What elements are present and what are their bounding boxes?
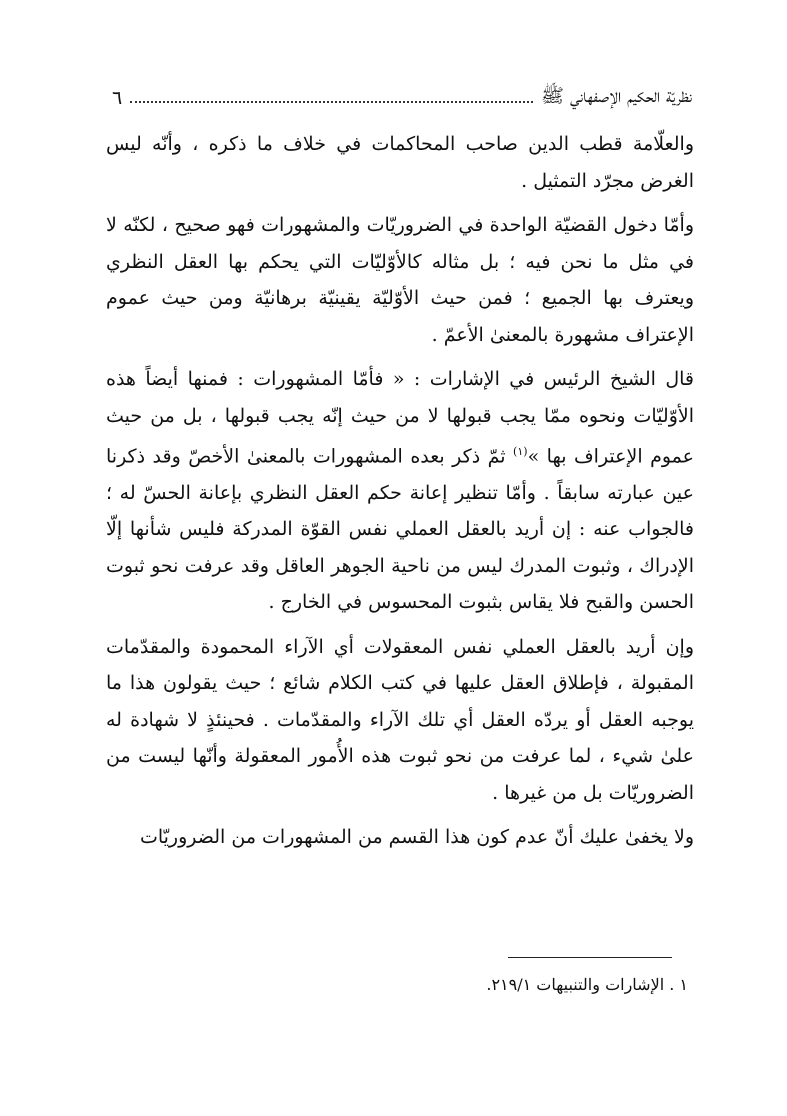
leader-dots xyxy=(130,101,533,103)
footnote: ١ . الإشارات والتنبيهات ٢١٩/١. xyxy=(486,975,688,994)
paragraph: وإن أريد بالعقل العملي نفس المعقولات أي الآراء المحمودة والمقدّمات المقبولة ، فإطلاق العقل عليها في كتب الكلام شائع ؛ حيث يقولون هذا ما يوجبه العقل أو يردّه العقل أي تلك الآراء والمقدّمات . فحينئذٍ لا شهادة له علىٰ شيء ، لما عرفت من نحو ثبوت هذه الأُمور المعقولة وأنّها ليست من الضروريّات بل من غيرها . xyxy=(106,635,694,804)
body-text xyxy=(106,126,694,864)
footnote-reference[interactable]: (١) xyxy=(513,445,528,458)
paragraph: والعلّامة قطب الدين صاحب المحاكمات في خلاف ما ذكره ، وأنّه ليس الغرض مجرّد التمثيل . xyxy=(106,133,694,192)
running-header xyxy=(112,84,692,112)
paragraph xyxy=(106,361,694,621)
footnote-separator xyxy=(508,957,672,958)
running-title: نظريّة الحكيم الإصفهاني ﷺ xyxy=(541,85,692,107)
paragraph-text: ثمّ ذكر بعده المشهورات بالمعنىٰ الأخصّ وقد ذكرنا عين عبارته سابقاً . وأمّا تنظير إعانة حكم العقل النظري بإعانة الحسّ له ؛ فالجواب عنه : إن أريد بالعقل العملي نفس القوّة المدركة فليس شأنها إلّا الإدراك ، وثبوت المدرك ليس من ناحية الجوهر العاقل وقد عرفت نحو ثبوت الحسن والقبح فلا يقاس بثبوت المحسوس في الخارج . xyxy=(106,445,694,614)
paragraph: ولا يخفىٰ عليك أنّ عدم كون هذا القسم من المشهورات من الضروريّات xyxy=(139,826,694,849)
paragraph: وأمّا دخول القضيّة الواحدة في الضروريّات والمشهورات فهو صحيح ، لكنّه لا في مثل ما نحن فيه ؛ بل مثاله كالأوّليّات التي يحكم بها العقل النظري ويعترف بها الجميع ؛ فمن حيث الأوّليّة يقينيّة برهانيّة ومن حيث عموم الإعتراف مشهورة بالمعنىٰ الأعمّ . xyxy=(106,214,694,346)
paragraph-text: قال الشيخ الرئيس في الإشارات : « فأمّا المشهورات : فمنها أيضاً هذه الأوّليّات ونحوه ممّا يجب قبولها لا من حيث إنّه يجب قبولها ، بل من حيث عموم الإعتراف بها » xyxy=(106,368,694,468)
page-number: ٦ xyxy=(112,87,123,109)
